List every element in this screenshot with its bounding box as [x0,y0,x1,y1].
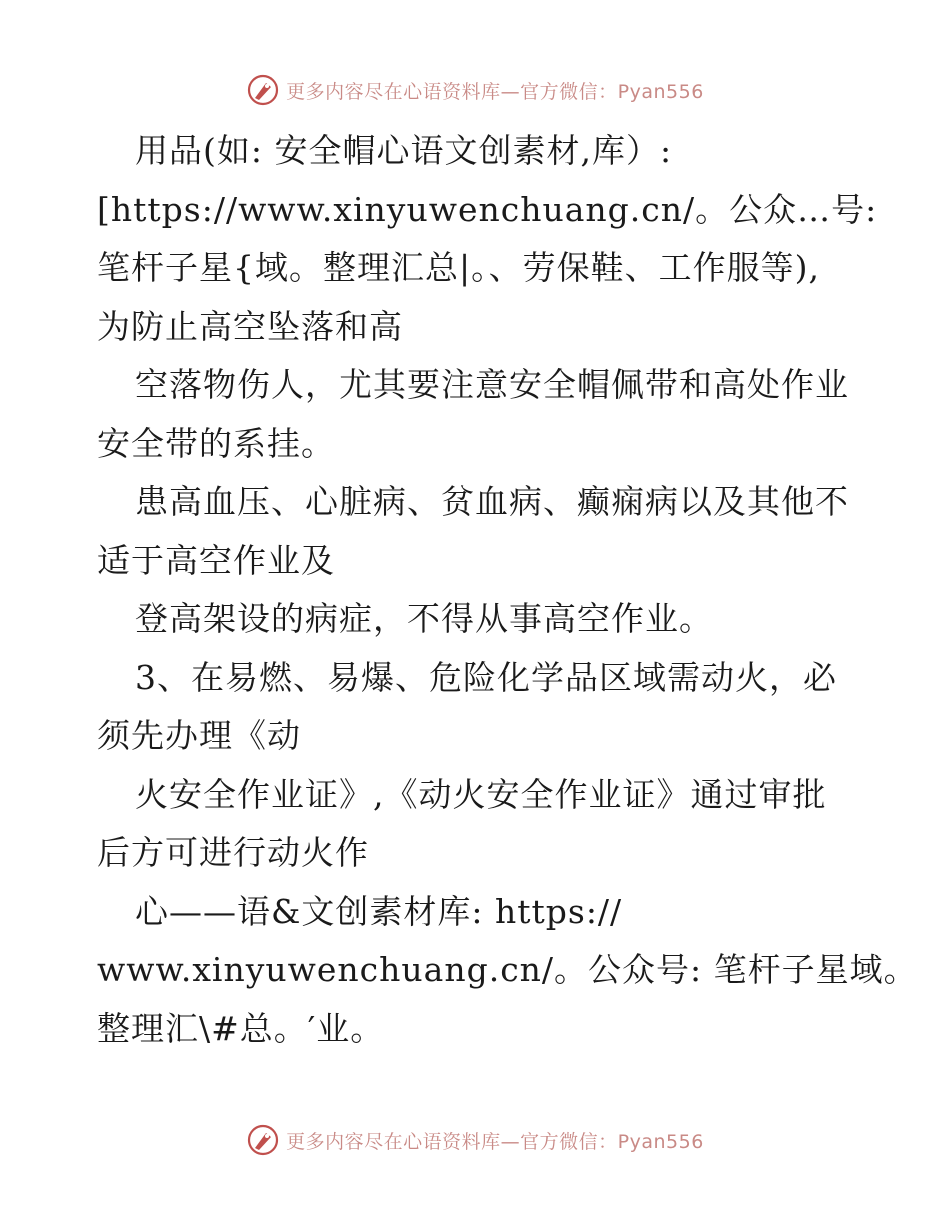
body-line: 心——语&文创素材库: https:// [135,891,623,931]
body-line: 整理汇\#总。′业。 [97,1008,385,1048]
pen-nib-logo-icon [246,1123,280,1157]
body-line: 安全带的系挂。 [97,423,335,463]
document-body [97,122,918,1058]
body-line: 适于高空作业及 [97,540,335,580]
body-line: 登高架设的病症，不得从事高空作业。 [135,599,713,638]
body-line: www.xinyuwenchuang.cn/。公众号: 笔杆子星域。 [97,950,918,989]
footer-watermark [0,1120,950,1160]
body-line: 为防止高空坠落和高 [97,306,403,346]
body-line: 用品(如: 安全帽心语文创素材,库）: [135,131,673,170]
header-watermark-text: 更多内容尽在心语资料库—官方微信：Pyan556 [286,80,704,103]
body-line: 火安全作业证》,《动火安全作业证》通过审批 [135,774,827,814]
body-line: 空落物伤人，尤其要注意安全帽佩带和高处作业 [135,365,849,404]
footer-watermark-text: 更多内容尽在心语资料库—官方微信：Pyan556 [286,1130,704,1153]
pen-nib-logo-icon [246,73,280,107]
header-watermark [0,70,950,110]
body-line: [https://www.xinyuwenchuang.cn/。公众…号: [97,189,878,229]
body-line: 3、在易燃、易爆、危险化学品区域需动火，必 [135,657,837,697]
body-line: 后方可进行动火作 [97,833,369,872]
body-line: 笔杆子星{域。整理汇总|。、劳保鞋、工作服等), [97,248,820,287]
body-line: 患高血压、心脏病、贫血病、癫痫病以及其他不 [135,482,849,521]
body-line: 须先办理《动 [97,716,301,755]
